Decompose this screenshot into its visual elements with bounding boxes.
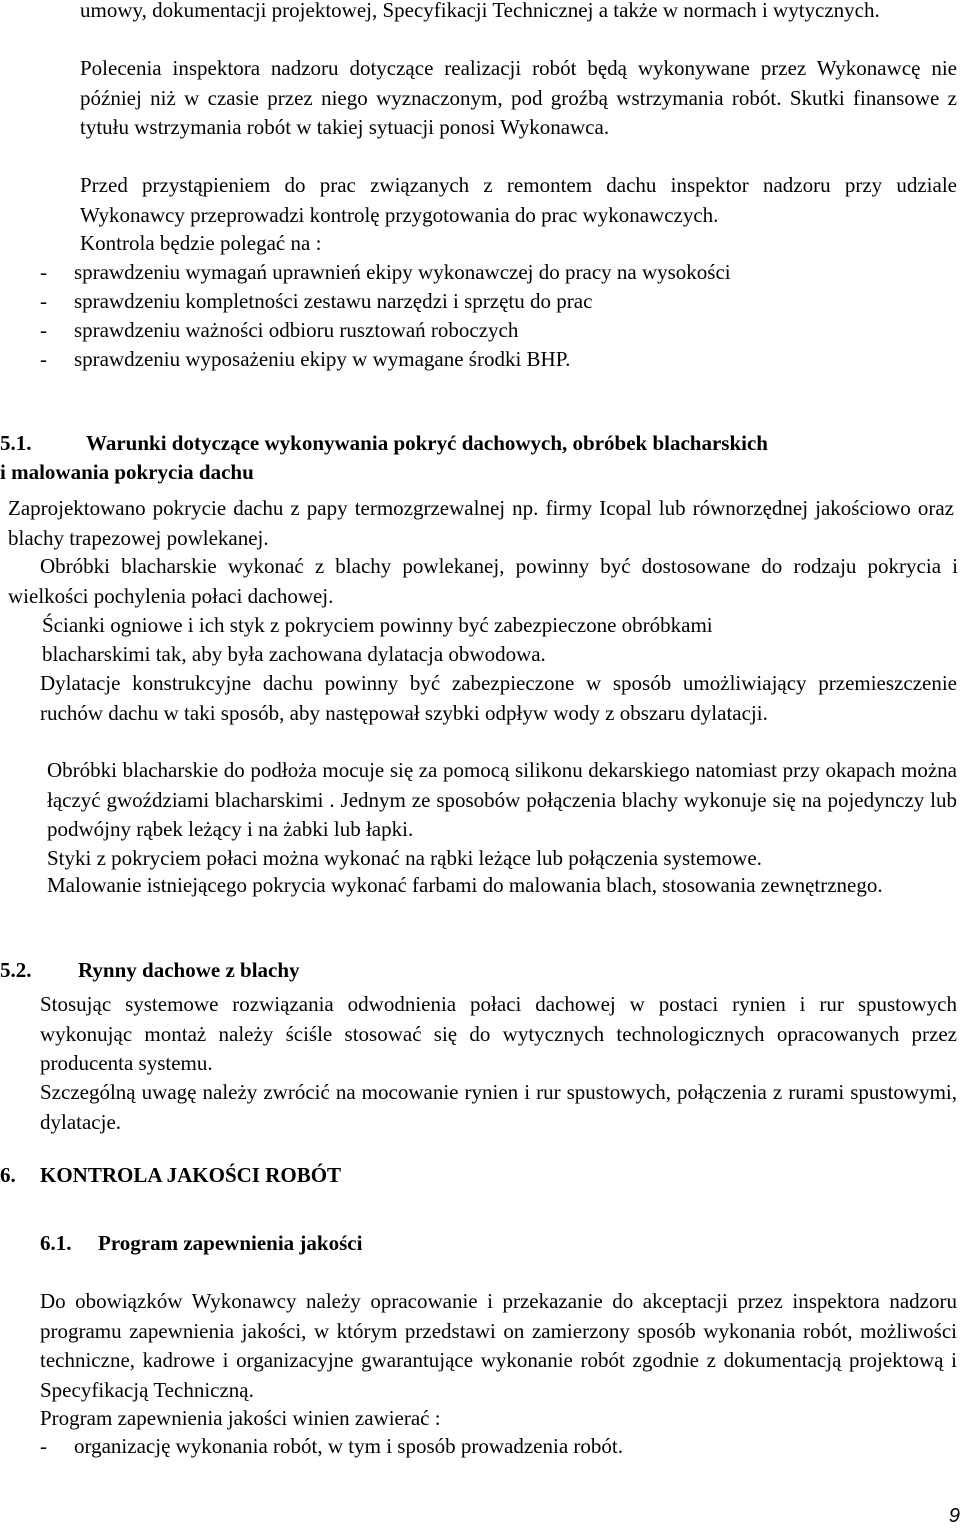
list-dash: - — [40, 1434, 47, 1458]
paragraph-5-1-3a: Ścianki ogniowe i ich styk z pokryciem powinny być zabezpieczone obróbkami — [42, 613, 713, 637]
paragraph-5-1-7: Malowanie istniejącego pokrycia wykonać farbami do malowania blach, stosowania zewnętrznego. — [47, 873, 883, 897]
paragraph-5-1-4: Dylatacje konstrukcyjne dachu powinny być zabezpieczone w sposób umożliwiający przemieszczenie ruchów dachu w taki sposób, aby następował szybki odpływ wody z obszaru dylatacji. — [40, 671, 957, 725]
list-item-text: sprawdzeniu wyposażeniu ekipy w wymagane środki BHP. — [74, 347, 571, 371]
section-heading: Warunki dotyczące wykonywania pokryć dachowych, obróbek blacharskich — [86, 431, 768, 455]
paragraph-5-1-2: Obróbki blacharskie wykonać z blachy powlekanej, powinny być dostosowane do rodzaju pokrycia i wielkości pochylenia połaci dachowej. — [8, 554, 958, 608]
chapter-number: 6. — [0, 1163, 16, 1187]
section-heading: Program zapewnienia jakości — [98, 1231, 363, 1255]
list-item-text: sprawdzeniu kompletności zestawu narzędzi i sprzętu do prac — [74, 289, 593, 313]
section-number: 5.2. — [0, 958, 32, 982]
paragraph-6-1-1: Do obowiązków Wykonawcy należy opracowanie i przekazanie do akceptacji przez inspektora nadzoru programu zapewnienia jakości, w którym przedstawi on zamierzony sposób wykonania robót, możliwości techniczne, kadrowe i organizacyjne gwarantujące wykonanie robót zgodnie z dokumentacją projektową i Specyfikacją Techniczną. — [40, 1289, 957, 1402]
paragraph-6-1-2: Program zapewnienia jakości winien zawierać : — [40, 1406, 441, 1430]
list-item-text: sprawdzeniu ważności odbioru rusztowań roboczych — [74, 318, 519, 342]
page-number: 9 — [948, 1505, 960, 1527]
list-item-text: organizację wykonania robót, w tym i sposób prowadzenia robót. — [74, 1434, 623, 1458]
paragraph-intro-2: Polecenia inspektora nadzoru dotyczące realizacji robót będą wykonywane przez Wykonawcę nie później niż w czasie przez niego wyznaczonym, pod groźbą wstrzymania robót. Skutki finansowe z tytułu wstrzymania robót w takiej sytuacji ponosi Wykonawca. — [80, 56, 957, 139]
section-number: 6.1. — [40, 1231, 72, 1255]
list-dash: - — [40, 318, 47, 342]
chapter-heading: KONTROLA JAKOŚCI ROBÓT — [40, 1163, 342, 1187]
list-dash: - — [40, 289, 47, 313]
list-item-text: sprawdzeniu wymagań uprawnień ekipy wykonawczej do pracy na wysokości — [74, 260, 731, 284]
paragraph-5-1-3b: blacharskimi tak, aby była zachowana dylatacja obwodowa. — [42, 642, 546, 666]
paragraph-5-1-1: Zaprojektowano pokrycie dachu z papy termozgrzewalnej np. firmy Icopal lub równorzędnej jakościowo oraz blachy trapezowej powlekanej. — [8, 496, 954, 550]
section-heading: Rynny dachowe z blachy — [78, 958, 300, 982]
paragraph-intro-1: umowy, dokumentacji projektowej, Specyfikacji Technicznej a także w normach i wytycznych. — [80, 0, 880, 22]
paragraph-5-2-1: Stosując systemowe rozwiązania odwodnienia połaci dachowej w postaci rynien i rur spustowych wykonując montaż należy ściśle stosować się do wytycznych technologicznych opracowanych przez producenta systemu. — [40, 992, 957, 1075]
list-dash: - — [40, 260, 47, 284]
paragraph-5-1-6: Styki z pokryciem połaci można wykonać na rąbki leżące lub połączenia systemowe. — [47, 846, 762, 870]
section-number: 5.1. — [0, 431, 32, 455]
paragraph-5-2-2: Szczególną uwagę należy zwrócić na mocowanie rynien i rur spustowych, połączenia z rurami spustowymi, dylatacje. — [40, 1080, 957, 1134]
section-heading-continued: i malowania pokrycia dachu — [0, 460, 254, 484]
list-dash: - — [40, 347, 47, 371]
paragraph-5-1-5: Obróbki blacharskie do podłoża mocuje się za pomocą silikonu dekarskiego natomiast przy okapach można łączyć gwoździami blacharskimi . Jednym ze sposobów połączenia blachy wykonuje się na pojedynczy lub podwójny rąbek leżący i na żabki lub łapki. — [47, 758, 957, 841]
paragraph-intro-3: Przed przystąpieniem do prac związanych z remontem dachu inspektor nadzoru przy udziale Wykonawcy przeprowadzi kontrolę przygotowania do prac wykonawczych. — [80, 173, 957, 227]
paragraph-intro-4: Kontrola będzie polegać na : — [80, 231, 322, 255]
